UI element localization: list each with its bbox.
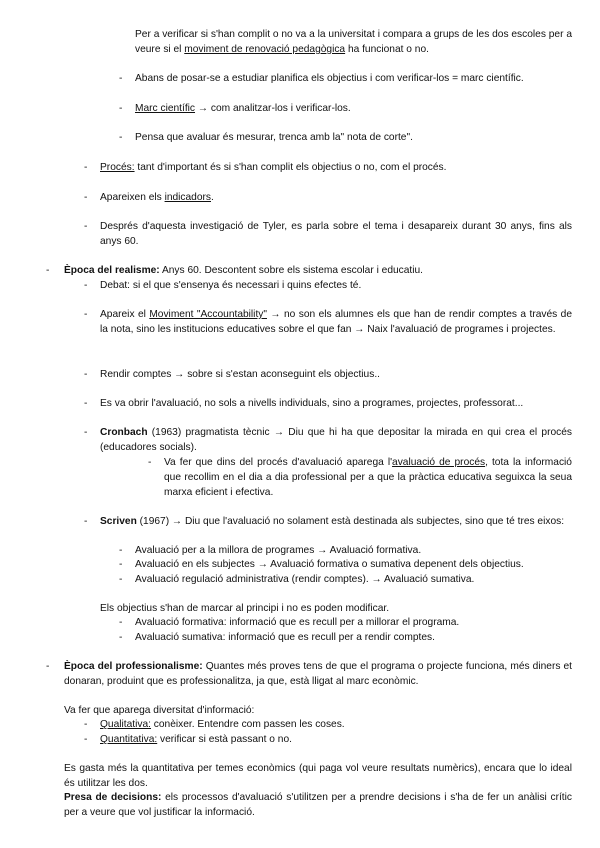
epoca-realisme-title: Època del realisme: xyxy=(64,265,160,276)
bullet-dash: - xyxy=(84,516,88,527)
bullet-proces xyxy=(100,160,572,175)
scriven-item-text: Avaluació regulació administrativa (rendir comptes). → Avaluació sumativa. xyxy=(135,574,475,585)
gasta-paragraph xyxy=(64,761,572,791)
bullet-accountability xyxy=(100,307,572,337)
scriven-item-text: Avaluació en els subjectes → Avaluació formativa o sumativa depenent dels objectius. xyxy=(135,559,524,570)
objectius-item-text: Avaluació sumativa: informació que es recull per a rendir comptes. xyxy=(135,632,435,643)
list-item xyxy=(100,732,572,747)
qualitativa-term: Qualitativa: xyxy=(100,719,151,730)
indicadors-term: indicadors xyxy=(164,192,211,203)
bullet-dash: - xyxy=(46,265,50,276)
bullet-dash: - xyxy=(84,221,88,232)
qualitativa-text: conèixer. Entendre com passen les coses. xyxy=(150,719,345,730)
cronbach-sub-text: Va fer que dins del procés d'avaluació aparega l' xyxy=(164,457,393,468)
bullet-apareixen-text: Apareixen els xyxy=(100,192,165,203)
bullet-dash: - xyxy=(84,162,88,173)
bullet-dash: - xyxy=(119,574,123,585)
bullet-marc-text: → com analitzar-los i verificar-los. xyxy=(195,103,351,114)
intro-text: Per a verificar si s'han complit o no va a la universitat i compara a grups de les dos escoles per a veure si el xyxy=(135,29,572,55)
bullet-cronbach-sub xyxy=(164,455,572,500)
list-item xyxy=(135,543,572,558)
avaluacio-proces-term: avaluació de procés xyxy=(392,457,486,468)
bullet-debat xyxy=(100,278,572,293)
list-item xyxy=(135,572,572,587)
bullet-dash: - xyxy=(119,632,123,643)
scriven-item-text: Avaluació per a la millora de programes → Avaluació formativa. xyxy=(135,545,422,556)
epoca-professionalisme-heading xyxy=(64,659,572,689)
bullet-dash: - xyxy=(84,734,88,745)
bullet-dash: - xyxy=(84,369,88,380)
bullet-cronbach-text: (1963) pragmatista tècnic → Diu que hi ha que depositar la mirada en qui crea el procés (educadores socials). xyxy=(100,427,572,453)
bullet-dash: - xyxy=(84,280,88,291)
bullet-dash: - xyxy=(119,132,123,143)
bullet-dash: - xyxy=(119,545,123,556)
list-item xyxy=(135,630,572,645)
epoca-professionalisme-title: Època del professionalisme: xyxy=(64,661,203,672)
moviment-renovacio-link-text: moviment de renovació pedagògica xyxy=(184,44,346,55)
cronbach-name: Cronbach xyxy=(100,427,148,438)
bullet-scriven xyxy=(100,514,572,529)
va-fer-text: Va fer que aparega diversitat d'informació: xyxy=(64,705,255,716)
bullet-dash: - xyxy=(119,73,123,84)
bullet-rendir xyxy=(100,367,572,382)
accountability-term: Moviment "Accountability" xyxy=(149,309,267,320)
marc-cientific-term: Marc científic xyxy=(135,103,196,114)
bullet-pensa xyxy=(135,130,572,145)
bullet-accountability-rest: → no son els alumnes els que han de rendir comptes a través de la nota, sino les institucions educatives sobre el que fan → Naix l'avaluació de programes i projectes. xyxy=(100,309,572,335)
list-item xyxy=(100,717,572,732)
gasta-text: Es gasta més la quantitativa per temes econòmics (qui paga vol veure resultats numèrics), encara que lo ideal és utilitzar les dos. xyxy=(64,763,572,789)
quantitativa-text: verificar si està passant o no. xyxy=(157,734,292,745)
bullet-apareixen xyxy=(100,190,572,205)
bullet-dash: - xyxy=(84,309,88,320)
bullet-despres-text: Després d'aquesta investigació de Tyler, es parla sobre el tema i desapareix durant 30 anys, fins als anys 60. xyxy=(100,221,572,247)
epoca-realisme-text: Anys 60. Descontent sobre els sistema escolar i educatiu. xyxy=(159,265,424,276)
bullet-dash: - xyxy=(84,427,88,438)
bullet-dash: - xyxy=(84,719,88,730)
bullet-cronbach xyxy=(100,425,572,455)
bullet-pensa-text: Pensa que avaluar és mesurar, trenca amb la" nota de corte". xyxy=(135,132,413,143)
intro-text-end: ha funcionat o no. xyxy=(345,44,429,55)
va-fer-paragraph xyxy=(64,703,572,718)
bullet-proces-text: tant d'important és si s'han complit els objectius o no, com el procés. xyxy=(134,162,447,173)
scriven-name: Scriven xyxy=(100,516,137,527)
list-item xyxy=(135,615,572,630)
objectius-item-text: Avaluació formativa: informació que es recull per a millorar el programa. xyxy=(135,617,460,628)
bullet-abans-text: Abans de posar-se a estudiar planifica els objectius i com verificar-los = marc científic. xyxy=(135,73,524,84)
bullet-dash: - xyxy=(84,398,88,409)
bullet-dash: - xyxy=(46,661,50,672)
bullet-dash: - xyxy=(148,457,152,468)
bullet-dash: - xyxy=(119,617,123,628)
quantitativa-term: Quantitativa: xyxy=(100,734,158,745)
bullet-debat-text: Debat: si el que s'ensenya és necessari i quins efectes té. xyxy=(100,280,362,291)
presa-decisions-title: Presa de decisions: xyxy=(64,792,162,803)
bullet-marc xyxy=(135,101,572,116)
proces-term: Procés: xyxy=(100,162,135,173)
list-item xyxy=(135,557,572,572)
bullet-scriven-text: (1967) → Diu que l'avaluació no solament està destinada als subjectes, sino que té tres eixos: xyxy=(136,516,565,527)
bullet-rendir-text: Rendir comptes → sobre si s'estan aconseguint els objectius.. xyxy=(100,369,380,380)
bullet-dash: - xyxy=(84,192,88,203)
bullet-dash: - xyxy=(119,103,123,114)
bullet-dash: - xyxy=(119,559,123,570)
bullet-abans xyxy=(135,71,572,86)
bullet-despres xyxy=(100,219,572,249)
bullet-obrir-text: Es va obrir l'avaluació, no sols a nivells individuals, sino a programes, projectes, professorat... xyxy=(100,398,524,409)
intro-paragraph xyxy=(135,27,572,57)
bullet-accountability-text: Apareix el xyxy=(100,309,150,320)
epoca-professionalisme-text: Quantes més proves tens de que el programa o projecte funciona, més diners et donaran, produint que es professionalitza, ja que, està lligat al marc econòmic. xyxy=(64,661,573,687)
objectius-text: Els objectius s'han de marcar al principi i no es poden modificar. xyxy=(100,603,390,614)
bullet-apareixen-end: . xyxy=(211,192,214,203)
bullet-obrir xyxy=(100,396,572,411)
presa-decisions-text: els processos d'avaluació s'utilitzen per a prendre decisions i s'ha de fer un anàlisi crític per a veure que vol justificar la informació. xyxy=(64,792,572,818)
objectius-paragraph xyxy=(100,601,572,616)
cronbach-sub-rest: , tota la informació que recollim en el dia a dia professional per a que la pràctica educativa seguixca la seua marxa eficient i efectiva. xyxy=(164,457,572,498)
presa-decisions-paragraph xyxy=(64,790,572,820)
epoca-realisme-heading xyxy=(64,263,572,278)
